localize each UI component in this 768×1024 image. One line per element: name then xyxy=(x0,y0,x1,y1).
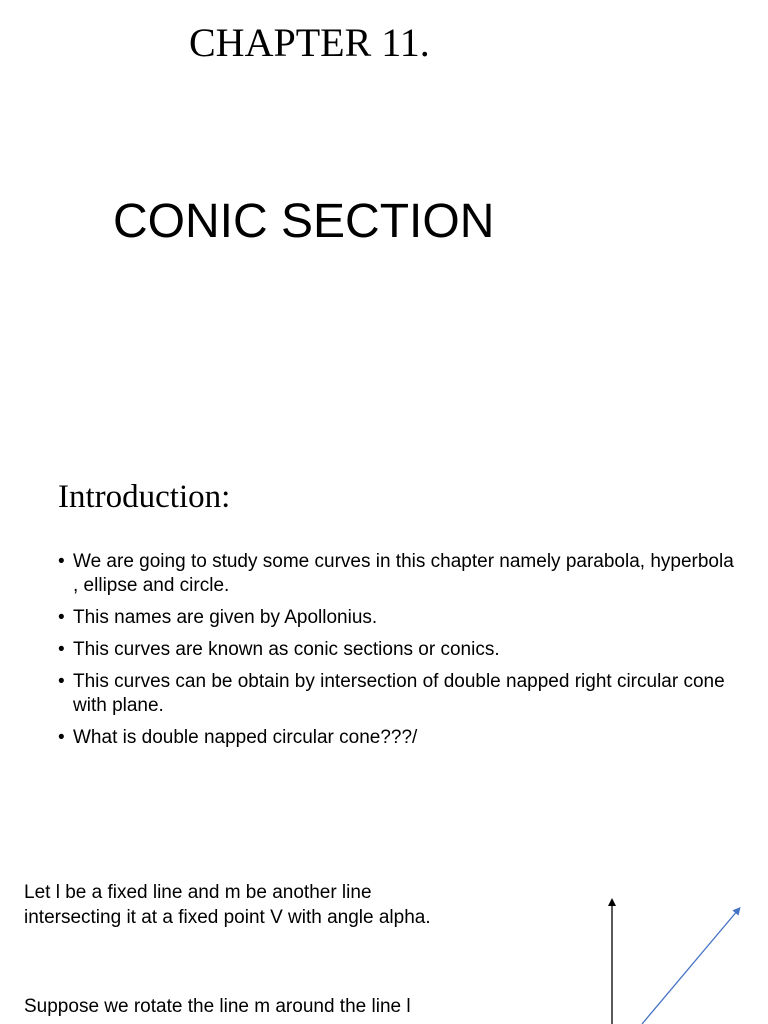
bullet-item xyxy=(58,606,738,630)
introduction-heading: Introduction: xyxy=(58,479,231,515)
bullet-text: This names are given by Apollonius. xyxy=(73,607,378,628)
bullet-item xyxy=(58,550,738,598)
chapter-title: CHAPTER 11. xyxy=(189,20,430,65)
bullet-item xyxy=(58,638,738,662)
bullet-text: This curves can be obtain by intersection of double napped right circular cone with plane. xyxy=(73,671,725,716)
bullet-glyph: • xyxy=(58,639,65,660)
bullet-glyph: • xyxy=(58,727,65,748)
rotation-paragraph: Suppose we rotate the line m around the line l xyxy=(24,996,411,1017)
bullet-text: This curves are known as conic sections or conics. xyxy=(73,639,500,660)
bullet-text: We are going to study some curves in this chapter namely parabola, hyperbola , ellipse and circle. xyxy=(73,551,734,596)
bullet-glyph: • xyxy=(58,607,65,628)
bullet-text: What is double napped circular cone???/ xyxy=(73,727,418,748)
bullet-item xyxy=(58,670,738,718)
bullet-glyph: • xyxy=(58,551,65,572)
cone-definition-paragraph: Let l be a fixed line and m be another line intersecting it at a fixed point V with angle alpha. xyxy=(24,882,431,928)
slide-title: CONIC SECTION xyxy=(113,195,495,248)
bullet-glyph: • xyxy=(58,671,65,692)
bullet-item xyxy=(58,726,738,750)
line-m-arrow-icon xyxy=(642,910,738,1024)
cone-lines-diagram xyxy=(590,890,760,1024)
introduction-bullet-list xyxy=(58,550,738,758)
